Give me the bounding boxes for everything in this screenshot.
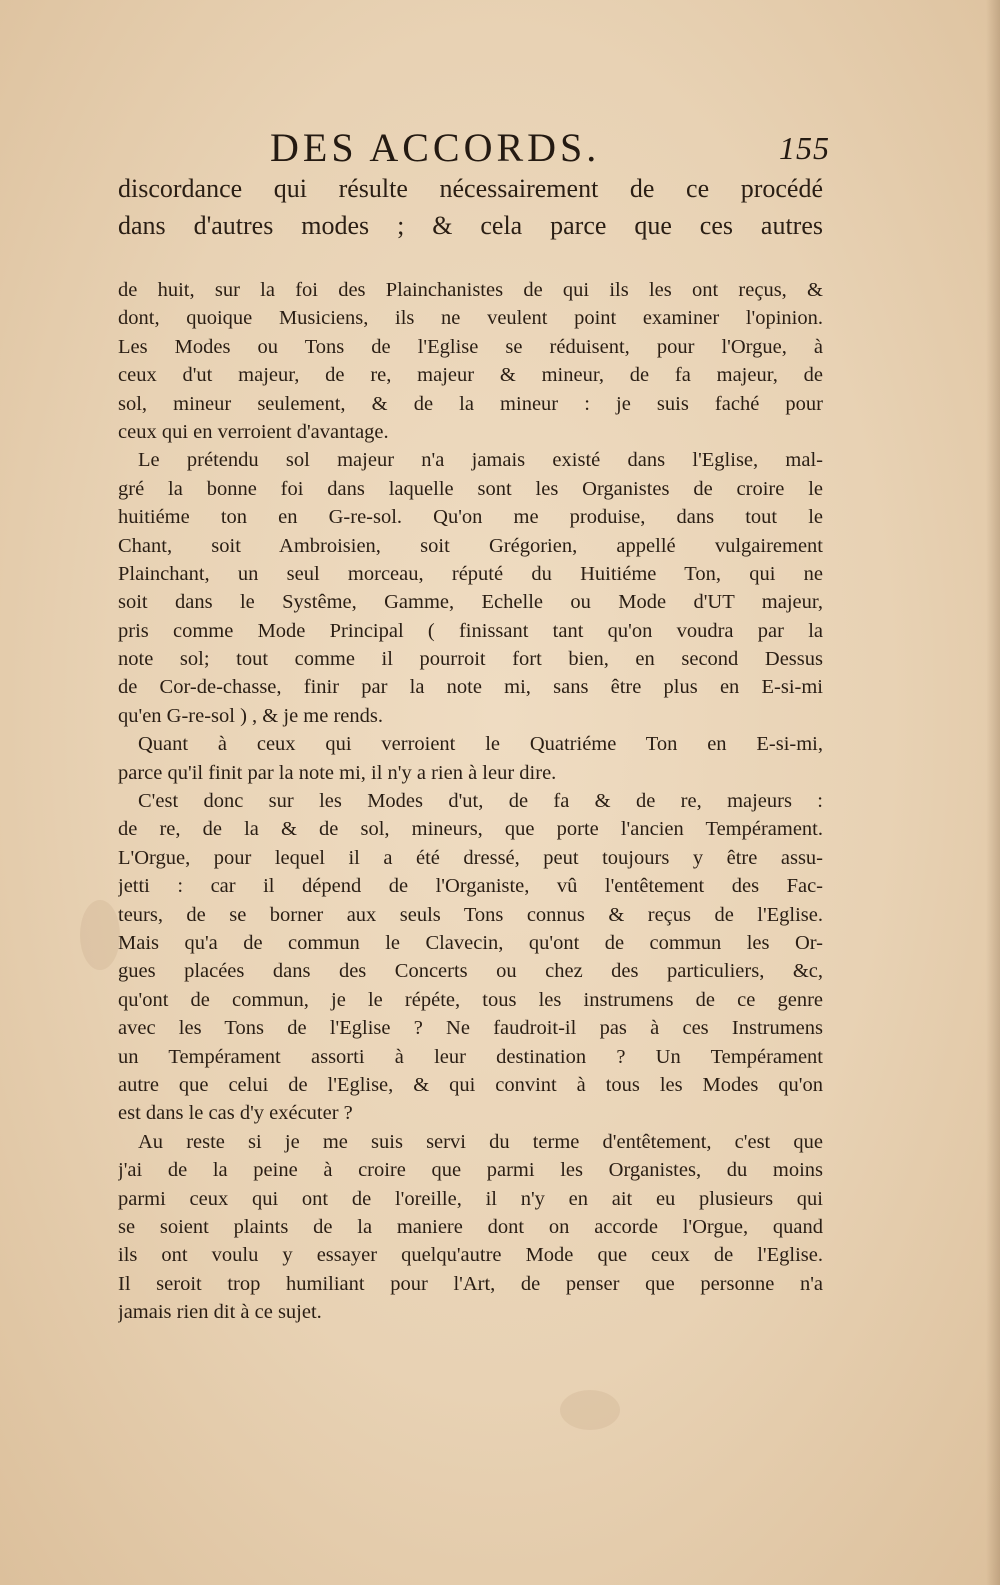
- text-line: dont, quoique Musiciens, ils ne veulent point examiner l'opinion.: [118, 307, 823, 330]
- text-line: huitiéme ton en G-re-sol. Qu'on me produise, dans tout le: [118, 506, 823, 529]
- text-line: autre que celui de l'Eglise, & qui convint à tous les Modes qu'on: [118, 1073, 823, 1096]
- text-line: teurs, de se borner aux seuls Tons connus & reçus de l'Eglise.: [118, 903, 823, 926]
- text-line: qu'ont de commun, je le répéte, tous les instrumens de ce genre: [118, 988, 823, 1011]
- text-line: parmi ceux qui ont de l'oreille, il n'y en ait eu plusieurs qui: [118, 1187, 823, 1210]
- text-line: Au reste si je me suis servi du terme d'entêtement, c'est que: [138, 1130, 823, 1153]
- text-line: j'ai de la peine à croire que parmi les Organistes, du moins: [118, 1159, 823, 1182]
- text-line: discordance qui résulte nécessairement de ce procédé: [118, 174, 823, 203]
- text-line: de re, de la & de sol, mineurs, que porte l'ancien Tempérament.: [118, 818, 823, 841]
- text-line: de Cor-de-chasse, finir par la note mi, sans être plus en E-si-mi: [118, 676, 823, 699]
- text-line: Quant à ceux qui verroient le Quatriéme Ton en E-si-mi,: [138, 733, 823, 756]
- text-line: ceux d'ut majeur, de re, majeur & mineur, de fa majeur, de: [118, 364, 823, 387]
- paper-stain: [560, 1390, 620, 1430]
- text-line: note sol; tout comme il pourroit fort bien, en second Dessus: [118, 648, 823, 671]
- text-line: soit dans le Systême, Gamme, Echelle ou Mode d'UT majeur,: [118, 591, 823, 614]
- text-line: Le prétendu sol majeur n'a jamais existé dans l'Eglise, mal-: [138, 449, 823, 472]
- text-line: avec les Tons de l'Eglise ? Ne faudroit-il pas à ces Instrumens: [118, 1017, 823, 1040]
- text-line: Plainchant, un seul morceau, réputé du Huitiéme Ton, qui ne: [118, 562, 823, 585]
- body-text: [118, 276, 823, 1326]
- page-number: 155: [779, 130, 830, 166]
- continuation-text: [118, 170, 823, 244]
- text-line: se soient plaints de la maniere dont on accorde l'Orgue, quand: [118, 1215, 823, 1238]
- running-title: DES ACCORDS.: [270, 125, 601, 170]
- text-line: pris comme Mode Principal ( finissant tant qu'on voudra par la: [118, 619, 823, 642]
- text-line: parce qu'il finit par la note mi, il n'y a rien à leur dire.: [118, 761, 557, 784]
- text-line: L'Orgue, pour lequel il a été dressé, peut toujours y être assu-: [118, 846, 823, 869]
- text-line: ceux qui en verroient d'avantage.: [118, 420, 389, 443]
- text-line: jamais rien dit à ce sujet.: [118, 1301, 322, 1324]
- text-line: Mais qu'a de commun le Clavecin, qu'ont de commun les Or-: [118, 931, 823, 954]
- text-line: jetti : car il dépend de l'Organiste, vû l'entêtement des Fac-: [118, 875, 823, 898]
- text-line: gré la bonne foi dans laquelle sont les Organistes de croire le: [118, 477, 823, 500]
- text-line: gues placées dans des Concerts ou chez des particuliers, &c,: [118, 960, 823, 983]
- paper-stain: [80, 900, 120, 970]
- text-line: ils ont voulu y essayer quelqu'autre Mode que ceux de l'Eglise.: [118, 1244, 823, 1267]
- running-head: [270, 124, 830, 172]
- text-line: de huit, sur la foi des Plainchanistes de qui ils les ont reçus, &: [118, 279, 823, 301]
- text-line: est dans le cas d'y exécuter ?: [118, 1102, 353, 1125]
- page-edge-shadow: [986, 0, 1000, 1585]
- text-line: un Tempérament assorti à leur destination ? Un Tempérament: [118, 1045, 823, 1068]
- text-line: Il seroit trop humiliant pour l'Art, de penser que personne n'a: [118, 1272, 823, 1295]
- text-line: Chant, soit Ambroisien, soit Grégorien, appellé vulgairement: [118, 534, 823, 557]
- text-line: dans d'autres modes ; & cela parce que ces autres: [118, 211, 823, 240]
- text-line: C'est donc sur les Modes d'ut, de fa & de re, majeurs :: [138, 790, 823, 813]
- text-line: Les Modes ou Tons de l'Eglise se réduisent, pour l'Orgue, à: [118, 335, 823, 358]
- text-line: qu'en G-re-sol ) , & je me rends.: [118, 704, 383, 727]
- text-line: sol, mineur seulement, & de la mineur : je suis faché pour: [118, 392, 823, 415]
